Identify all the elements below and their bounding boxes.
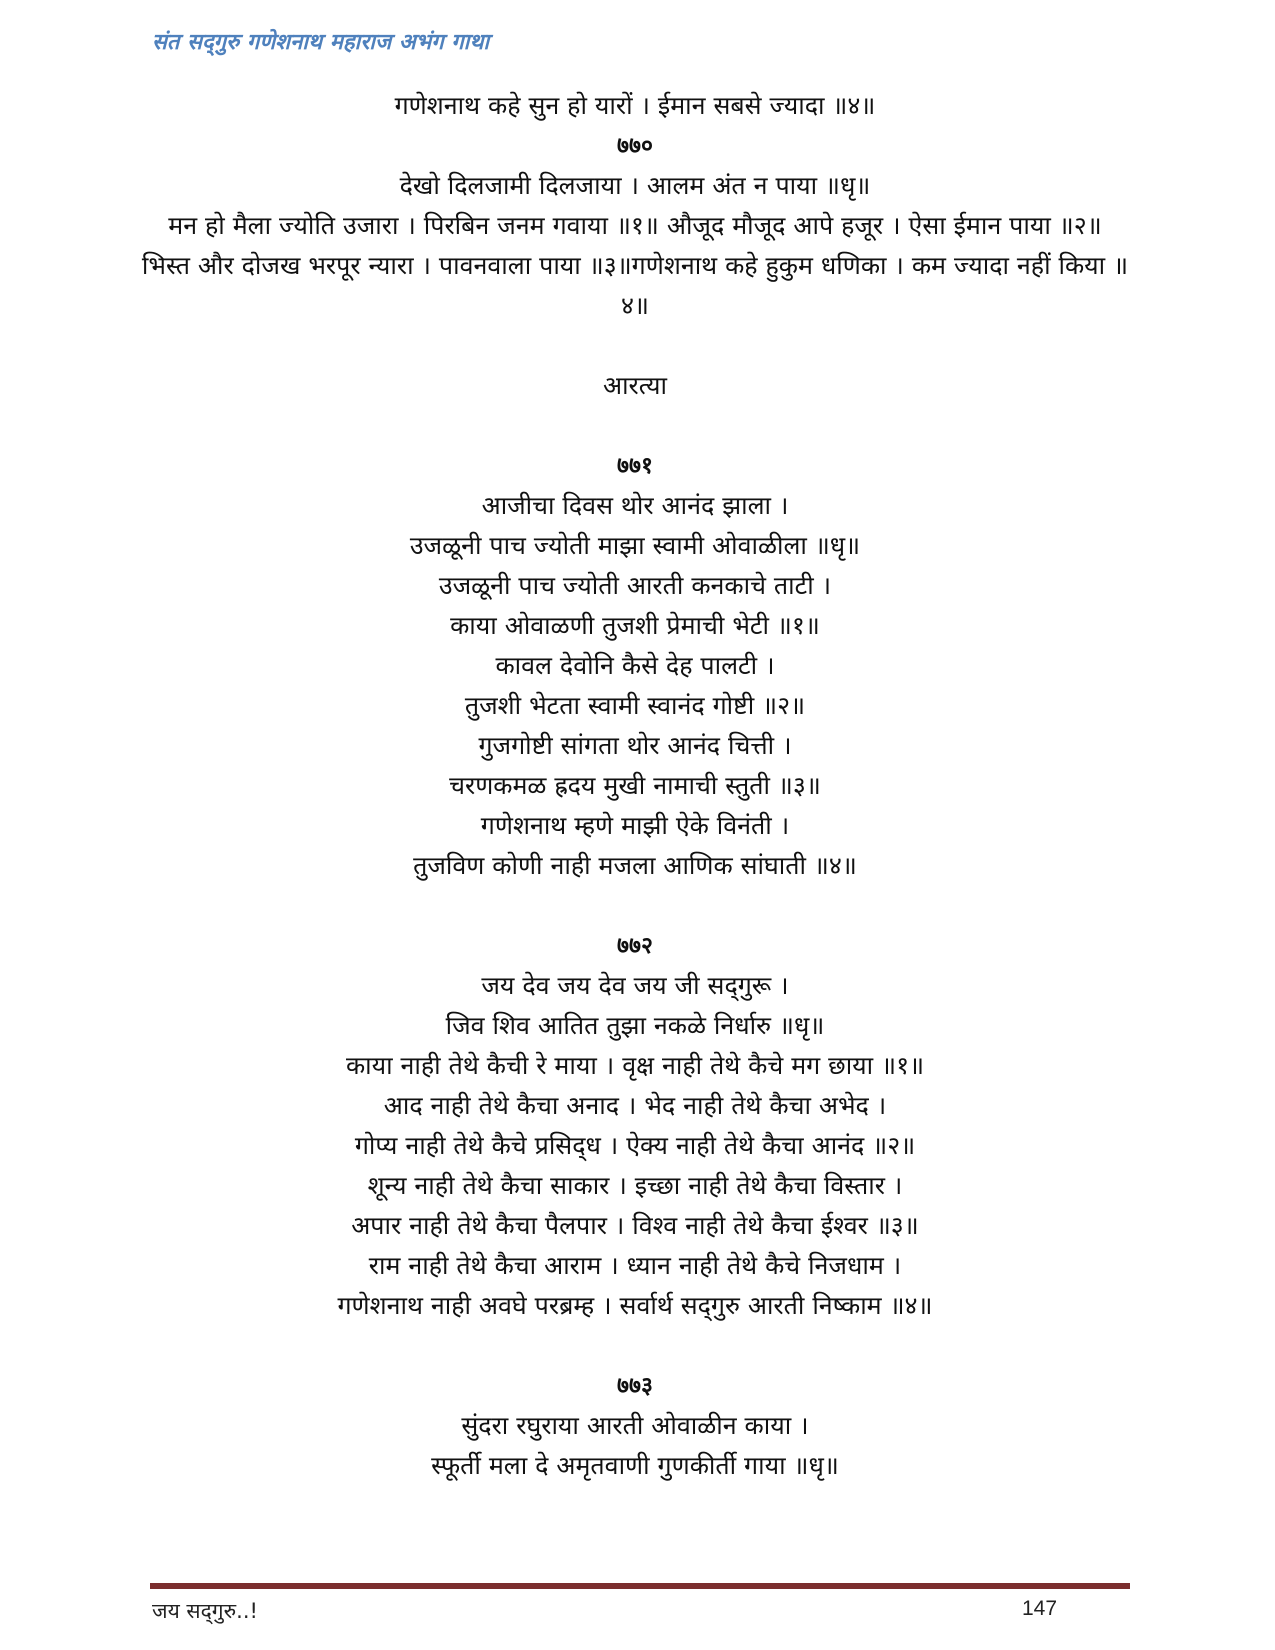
verse-line: आद नाही तेथे कैचा अनाद । भेद नाही तेथे कैचा अभेद । bbox=[383, 1091, 887, 1120]
page-content bbox=[140, 86, 1130, 1486]
verse-line: गणेशनाथ नाही अवघे परब्रम्ह । सर्वार्थ सद्‌गुरु आरती निष्काम ॥४॥ bbox=[337, 1291, 933, 1320]
verse-line: जिव शिव आतित तुझा नकळे निर्धारु ॥धृ॥ bbox=[445, 1011, 825, 1040]
verse-line: शून्य नाही तेथे कैचा साकार । इच्छा नाही तेथे कैचा विस्तार । bbox=[367, 1171, 903, 1200]
verse-line: अपार नाही तेथे कैचा पैलपार । विश्व नाही तेथे कैचा ईश्वर ॥३॥ bbox=[351, 1211, 919, 1240]
verse-line: उजळूनी पाच ज्योती माझा स्वामी ओवाळीला ॥धृ॥ bbox=[409, 531, 861, 560]
verse-line: देखो दिलजामी दिलजाया । आलम अंत न पाया ॥धृ॥ bbox=[399, 171, 871, 200]
verse-line: आजीचा दिवस थोर आनंद झाला । bbox=[481, 491, 789, 520]
verse-line: राम नाही तेथे कैचा आराम । ध्यान नाही तेथे कैचे निजधाम । bbox=[368, 1251, 902, 1280]
page-number: 147 bbox=[1022, 1597, 1058, 1620]
verse-line: गणेशनाथ म्हणे माझी ऐके विनंती । bbox=[480, 811, 790, 840]
verse-line: उजळूनी पाच ज्योती आरती कनकाचे ताटी । bbox=[438, 571, 832, 600]
verse-line: स्फूर्ती मला दे अमृतवाणी गुणकीर्ती गाया ॥धृ॥ bbox=[431, 1451, 839, 1480]
verse-line: काया ओवाळणी तुजशी प्रेमाची भेटी ॥१॥ bbox=[450, 611, 820, 640]
abhang-number: ७७० bbox=[617, 133, 653, 159]
abhang-number: ७७२ bbox=[617, 933, 653, 959]
verse-line: भिस्त और दोजख भरपूर न्यारा । पावनवाला पाया ॥३॥गणेशनाथ कहे हुकुम धणिका । कम ज्यादा नहीं किया ॥४॥ bbox=[141, 251, 1129, 320]
running-header: संत सद्‌गुरु गणेशनाथ महाराज अभंग गाथा bbox=[152, 30, 490, 55]
footer-rule bbox=[150, 1583, 1130, 1589]
verse-line: गुजगोष्टी सांगता थोर आनंद चित्ती । bbox=[478, 731, 792, 760]
verse-line: चरणकमळ ह्रदय मुखी नामाची स्तुती ॥३॥ bbox=[449, 771, 821, 800]
verse-line: तुजविण कोणी नाही मजला आणिक सांघाती ॥४॥ bbox=[413, 851, 857, 880]
verse-line: कावल देवोनि कैसे देह पालटी । bbox=[495, 651, 775, 680]
section-title: आरत्या bbox=[602, 371, 667, 400]
abhang-number: ७७३ bbox=[617, 1373, 653, 1399]
verse-line: जय देव जय देव जय जी सद्‌गुरू । bbox=[481, 971, 789, 1000]
verse-line: काया नाही तेथे कैची रे माया । वृक्ष नाही तेथे कैचे मग छाया ॥१॥ bbox=[345, 1051, 925, 1080]
stanza-gap bbox=[140, 1326, 1130, 1366]
verse-line: सुंदरा रघुराया आरती ओवाळीन काया । bbox=[461, 1411, 809, 1440]
verse-line: गोप्य नाही तेथे कैचे प्रसिद्‌ध । ऐक्य नाही तेथे कैचा आनंद ॥२॥ bbox=[354, 1131, 916, 1160]
verse-line: मन हो मैला ज्योति उजारा । पिरबिन जनम गवाया ॥१॥ औजूद मौजूद आपे हजूर । ऐसा ईमान पाया ॥२॥ bbox=[168, 211, 1102, 240]
verse-line: गणेशनाथ कहे सुन हो यारों । ईमान सबसे ज्यादा ॥४॥ bbox=[394, 91, 876, 120]
stanza-gap bbox=[140, 886, 1130, 926]
footer-tagline: जय सद्‌गुरु..! bbox=[152, 1599, 258, 1623]
verse-line: तुजशी भेटता स्वामी स्वानंद गोष्टी ॥२॥ bbox=[464, 691, 806, 720]
abhang-number: ७७१ bbox=[617, 453, 653, 479]
